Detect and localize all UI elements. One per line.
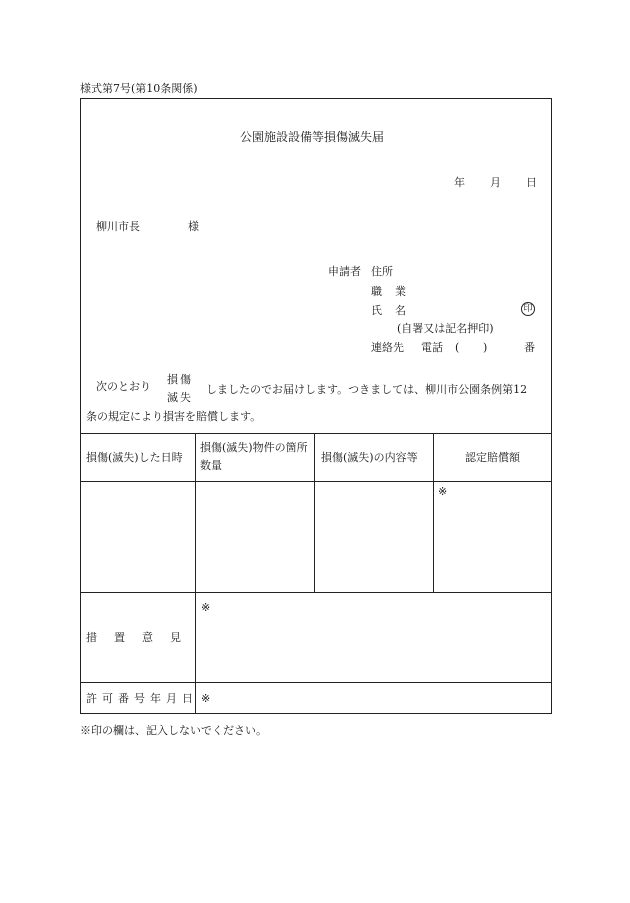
applicant-name-label: 氏名 [371,304,419,317]
form-frame [80,98,552,714]
addressee-honorific: 様 [188,220,199,233]
phone-ban-label: 番 [524,341,535,354]
header-content-label: 損傷(滅失)の内容等 [321,451,418,464]
statement-option-loss: 滅失 [167,391,193,404]
header-compensation [433,433,552,481]
header-datetime-label: 損傷(滅失)した日時 [86,451,183,464]
statement-line2: 条の規定により損害を賠償します。 [86,410,262,423]
header-compensation-label: 認定賠償額 [465,451,520,464]
signature-note: (自署又は記名押印) [397,322,494,335]
footnote: ※印の欄は、記入しないでください。 [80,724,267,737]
applicant-occupation-label: 職業 [371,285,419,298]
date-day-label: 日 [526,176,537,189]
phone-paren-open: ( [455,341,460,354]
date-month-label: 月 [490,176,501,189]
header-location-quantity-label: 損傷(滅失)物件の箇所数量 [200,441,308,472]
date-year-label: 年 [454,176,465,189]
statement-prefix: 次のとおり [96,380,151,393]
content-field[interactable] [315,482,433,592]
permit-official-mark: ※ [201,692,211,705]
header-location-quantity [200,433,314,481]
phone-paren-close: ) [483,341,488,354]
statement-option-damage: 損傷 [167,373,193,386]
phone-label: 電話 [421,341,443,354]
applicant-address-label: 住所 [371,265,393,278]
measures-official-mark: ※ [201,601,211,614]
header-datetime [86,433,195,481]
statement-suffix: しましたのでお届けします。つきましては、柳川市公園条例第12 [206,383,528,396]
contact-label: 連絡先 [371,341,404,354]
location-quantity-field[interactable] [196,482,314,592]
compensation-official-mark: ※ [438,485,448,498]
measures-label [86,631,198,644]
datetime-field[interactable] [81,482,195,592]
measures-bottom-border [80,682,552,683]
data-row-bottom-border [80,592,552,593]
addressee-name: 柳川市長 [96,220,140,233]
seal-mark: 印 [521,302,535,316]
applicant-label: 申請者 [328,265,361,278]
form-number: 様式第7号(第10条関係) [80,82,198,95]
measures-label-text: 措置意見 [86,631,198,644]
permit-label: 許可番号年月日 [86,692,198,705]
header-content [321,433,433,481]
form-title: 公園施設設備等損傷滅失届 [240,130,385,144]
